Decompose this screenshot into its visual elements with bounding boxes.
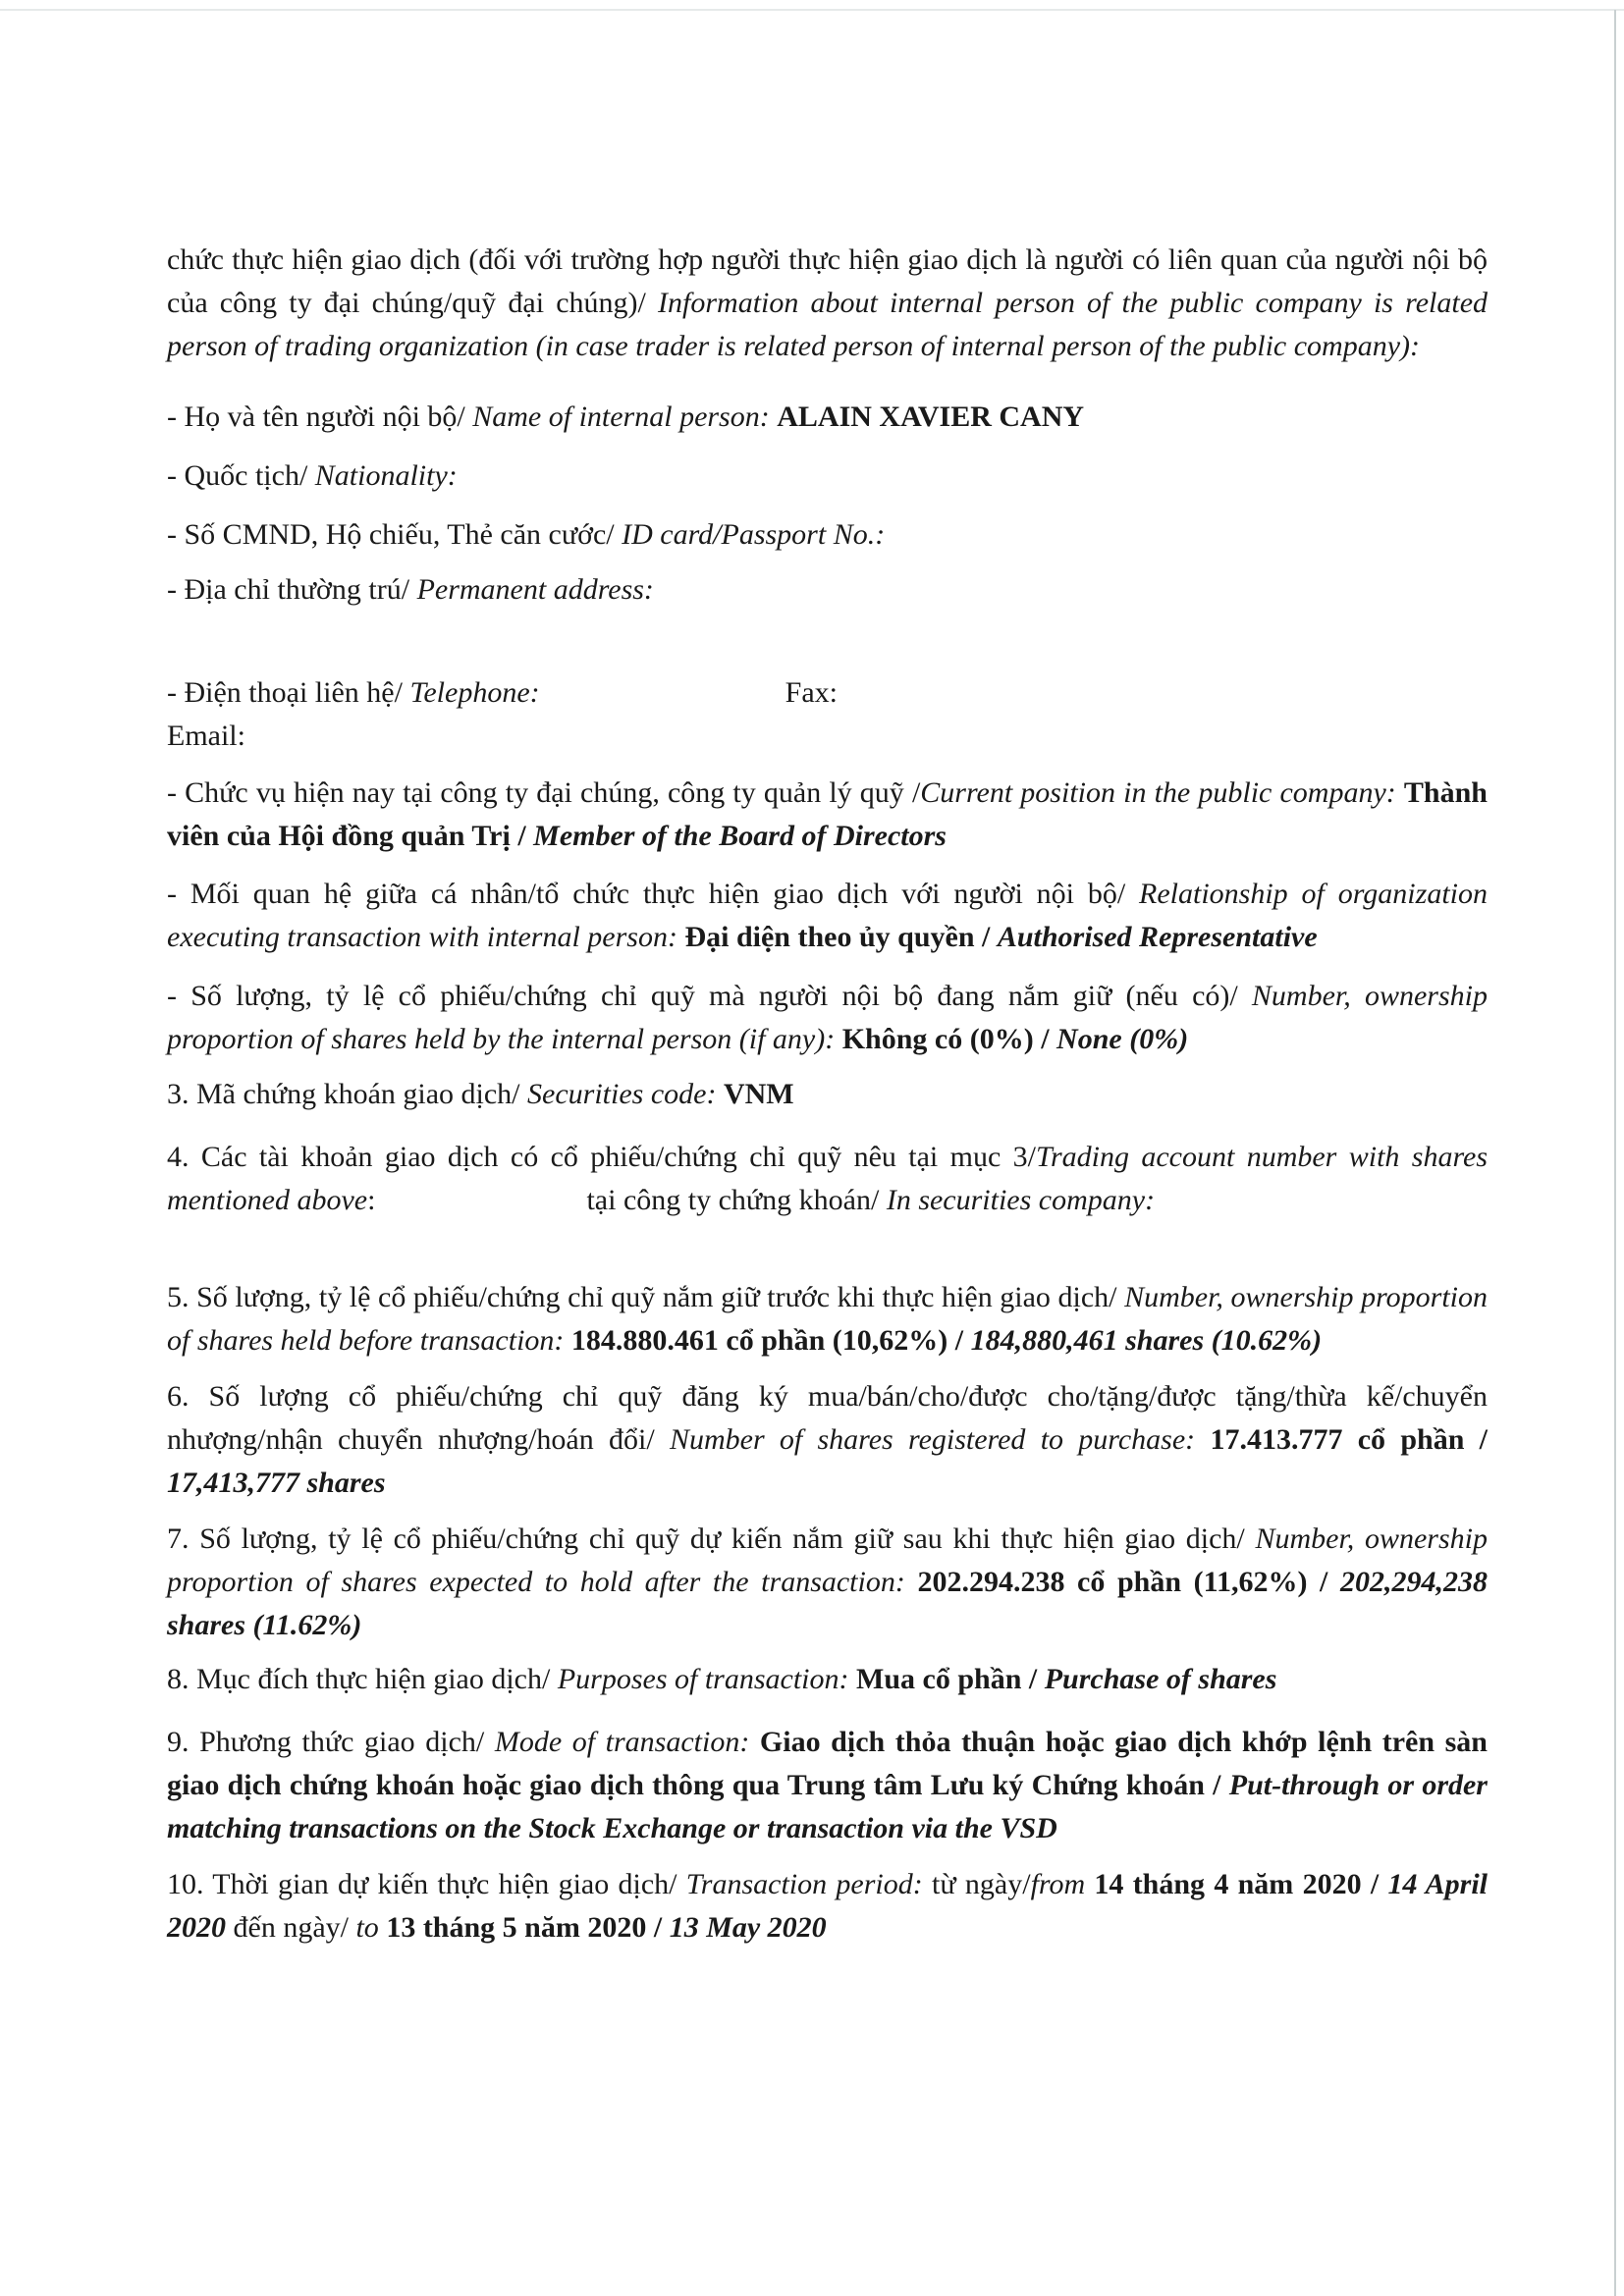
paragraph-p12 [167,1276,1488,1362]
paragraph-p2 [167,396,1488,439]
text-run: Đại diện theo ủy quyền / [684,921,998,953]
text-run: - Số CMND, Hộ chiếu, Thẻ căn cước/ [167,518,623,551]
text-run: Name of internal person: [472,400,778,433]
text-run: Transaction period: [685,1868,933,1900]
text-run: Number of shares registered to purchase: [669,1423,1211,1456]
text-run: Telephone: [409,676,540,709]
text-run: Fax: [785,676,838,709]
text-run: 3. Mã chứng khoán giao dịch/ [167,1078,528,1110]
text-run: 4. Các tài khoản giao dịch có cổ phiếu/chứng chỉ quỹ nêu tại mục 3/ [167,1141,1036,1173]
text-run: - Chức vụ hiện nay tại công ty đại chúng, công ty quản lý quỹ / [167,776,921,809]
text-run: Email: [167,720,245,752]
text-run: 14 April 2020 [167,1868,1488,1944]
text-run: Permanent address: [416,573,654,606]
text-run: Thành viên của Hội đồng quản Trị / [167,776,1488,852]
document-body [167,239,1488,1949]
paragraph-p15 [167,1658,1488,1701]
text-run: Mode of transaction: [494,1726,760,1758]
text-run: - Điện thoại liên hệ/ [167,676,410,709]
text-run: Number, ownership proportion of shares held by the internal person (if any): [167,980,1488,1055]
text-run: 17,413,777 shares [167,1467,386,1499]
text-run: 7. Số lượng, tỷ lệ cổ phiếu/chứng chỉ quỹ dự kiến nắm giữ sau khi thực hiện giao dịch/ [167,1522,1256,1555]
paragraph-p9 [167,975,1488,1061]
paragraph-p16 [167,1721,1488,1850]
paragraph-p13 [167,1375,1488,1505]
text-run: Authorised Representative [997,921,1318,953]
text-run: đến ngày/ [233,1911,356,1944]
paragraph-p10 [167,1073,1488,1116]
text-run: Purchase of shares [1044,1663,1277,1695]
text-run: chức thực hiện giao dịch (đối với trường hợp người thực hiện giao dịch là người có liên quan của người nội bộ của công ty đại chúng/quỹ đại chúng)/ [167,243,1488,319]
text-run: : [367,1184,376,1216]
text-run: - Mối quan hệ giữa cá nhân/tổ chức thực hiện giao dịch với người nội bộ/ [167,878,1140,910]
scan-artifact-top-line [0,9,1624,11]
text-run: Trading account number with shares mentioned above [167,1141,1488,1216]
text-run: - Quốc tịch/ [167,459,315,492]
paragraph-p6 [167,671,1488,758]
text-run: 8. Mục đích thực hiện giao dịch/ [167,1663,558,1695]
scan-artifact-right-line [1614,10,1616,2296]
text-run: 184.880.461 cổ phần (10,62%) / [570,1324,971,1357]
text-run: Current position in the public company: [920,776,1404,809]
text-run: Securities code: [527,1078,724,1110]
paragraph-p1 [167,239,1488,368]
paragraph-p4 [167,513,1488,557]
text-run: Member of the Board of Directors [533,820,947,852]
text-run: Không có (0%) / [841,1023,1057,1055]
text-run: ALAIN XAVIER CANY [777,400,1085,433]
text-run: Mua cổ phần / [856,1663,1045,1695]
text-run: 14 tháng 4 năm 2020 / [1094,1868,1388,1900]
text-run: từ ngày/ [932,1868,1031,1900]
paragraph-p3 [167,454,1488,498]
text-run: 13 May 2020 [669,1911,827,1944]
paragraph-p17 [167,1863,1488,1949]
paragraph-p5 [167,568,1488,612]
text-run: 9. Phương thức giao dịch/ [167,1726,495,1758]
text-run: Giao dịch thỏa thuận hoặc giao dịch khớp lệnh trên sàn giao dịch chứng khoán hoặc giao dịch thông qua Trung tâm Lưu ký Chứng khoán / [167,1726,1488,1801]
text-run: 10. Thời gian dự kiến thực hiện giao dịch/ [167,1868,686,1900]
text-run: Number, ownership proportion of shares held before transaction: [167,1281,1488,1357]
text-run: 6. Số lượng cổ phiếu/chứng chỉ quỹ đăng ký mua/bán/cho/được cho/tặng/được tặng/thừa kế/chuyển nhượng/nhận chuyển nhượng/hoán đổi/ [167,1380,1488,1456]
text-run: - Họ và tên người nội bộ/ [167,400,473,433]
text-run: 202,294,238 shares (11.62%) [167,1566,1488,1641]
text-run: 5. Số lượng, tỷ lệ cổ phiếu/chứng chỉ quỹ nắm giữ trước khi thực hiện giao dịch/ [167,1281,1125,1313]
paragraph-p14 [167,1518,1488,1647]
text-run: 17.413.777 cổ phần / [1210,1423,1488,1456]
text-run: 13 tháng 5 năm 2020 / [386,1911,670,1944]
text-run: Relationship of organization executing transaction with internal person: [167,878,1488,953]
text-run: Put-through or order matching transactions on the Stock Exchange or transaction via the VSD [167,1769,1488,1844]
text-run: None (0%) [1056,1023,1189,1055]
text-run: Information about internal person of the public company is related person of trading organization (in case trader is related person of internal person of the public company): [167,287,1489,362]
text-run: ID card/Passport No.: [622,518,886,551]
text-run: Number, ownership proportion of shares expected to hold after the transaction: [167,1522,1488,1598]
text-run: from [1030,1868,1095,1900]
paragraph-p7 [167,772,1488,858]
text-run: tại công ty chứng khoán/ [586,1184,887,1216]
text-run: 184,880,461 shares (10.62%) [970,1324,1323,1357]
paragraph-p8 [167,873,1488,959]
text-run: 202.294.238 cổ phần (11,62%) / [917,1566,1340,1598]
paragraph-p11 [167,1136,1488,1222]
tab-spacer [375,1208,586,1209]
text-run: - Địa chỉ thường trú/ [167,573,417,606]
text-run: to [355,1911,387,1944]
text-run: Nationality: [314,459,458,492]
text-run: Purposes of transaction: [557,1663,857,1695]
text-run: In securities company: [886,1184,1156,1216]
text-run: - Số lượng, tỷ lệ cổ phiếu/chứng chỉ quỹ mà người nội bộ đang nắm giữ (nếu có)/ [167,980,1252,1012]
tab-spacer [540,701,785,702]
text-run: VNM [723,1078,794,1110]
